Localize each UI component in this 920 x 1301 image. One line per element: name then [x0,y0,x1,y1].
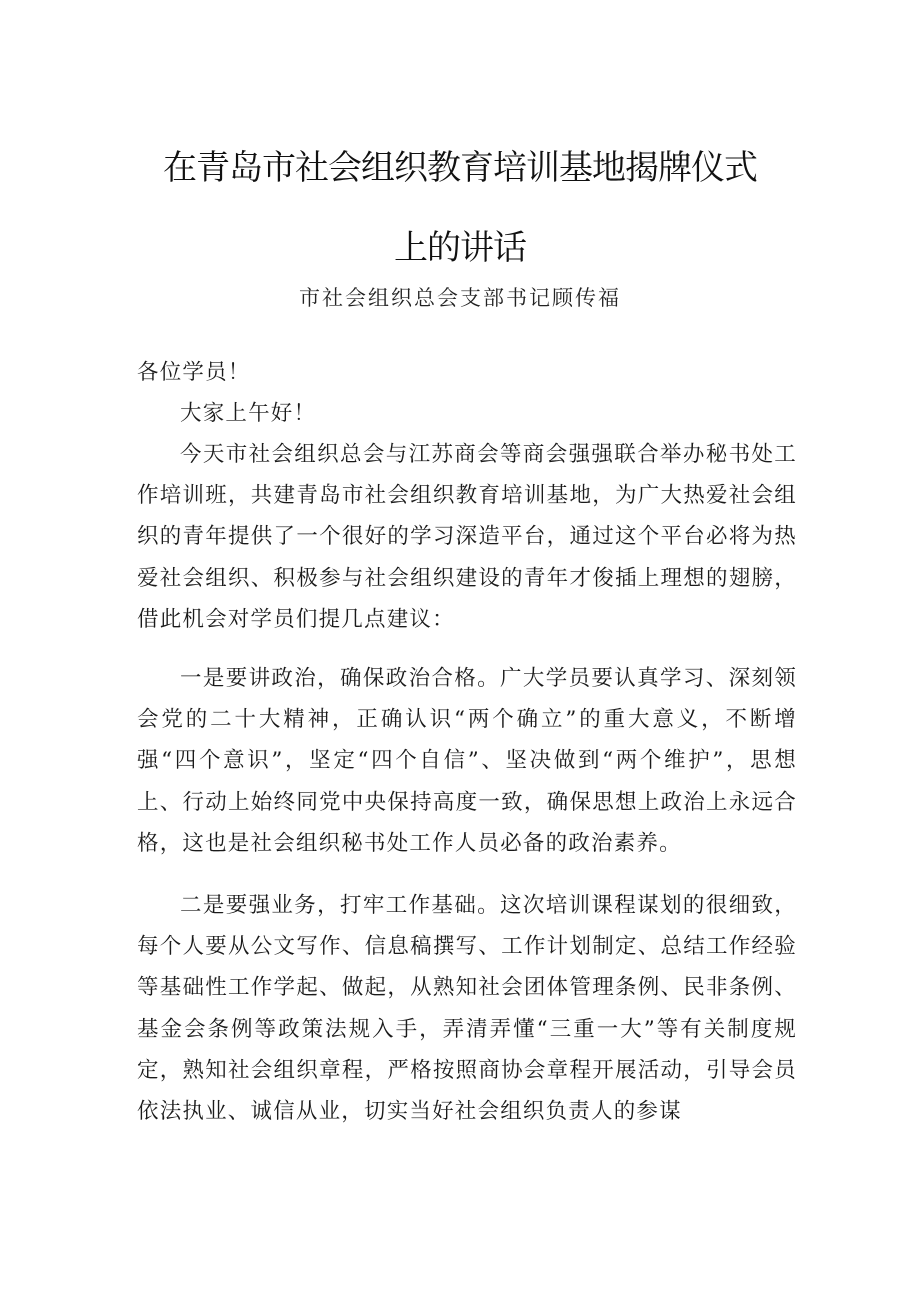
document-title-line-2: 上的讲话 [394,228,526,268]
salutation-text: 各位学员！ [137,360,251,385]
paragraph-business [137,885,797,1132]
salutation [137,352,797,393]
greeting [137,393,797,434]
greeting-text: 大家上午好！ [180,401,317,426]
paragraph-intro [137,434,797,640]
document-title-line-1: 在青岛市社会组织教育培训基地揭牌仪式 [163,148,757,188]
author-line: 市社会组织总会支部书记顾传福 [299,286,621,310]
paragraph-text: 一是要讲政治，确保政治合格。广大学员要认真学习、深刻领会党的二十大精神，正确认识“两个确立”的重大意义，不断增强“四个意识”，坚定“四个自信”、坚决做到“两个维护”，思想上、行动上始终同党中央保持高度一致，确保思想上政治上永远合格，这也是社会组织秘书处工作人员必备的政治素养。 [137,666,797,856]
paragraph-text: 二是要强业务，打牢工作基础。这次培训课程谋划的很细致，每个人要从公文写作、信息稿撰写、工作计划制定、总结工作经验等基础性工作学起、做起，从熟知社会团体管理条例、民非条例、基金会条例等政策法规入手，弄清弄懂“三重一大”等有关制度规定，熟知社会组织章程，严格按照商协会章程开展活动，引导会员依法执业、诚信从业，切实当好社会组织负责人的参谋 [137,893,797,1125]
paragraph-politics [137,658,797,864]
paragraph-text: 今天市社会组织总会与江苏商会等商会强强联合举办秘书处工作培训班，共建青岛市社会组织教育培训基地，为广大热爱社会组织的青年提供了一个很好的学习深造平台，通过这个平台必将为热爱社会组织、积极参与社会组织建设的青年才俊插上理想的翅膀，借此机会对学员们提几点建议： [137,442,797,632]
